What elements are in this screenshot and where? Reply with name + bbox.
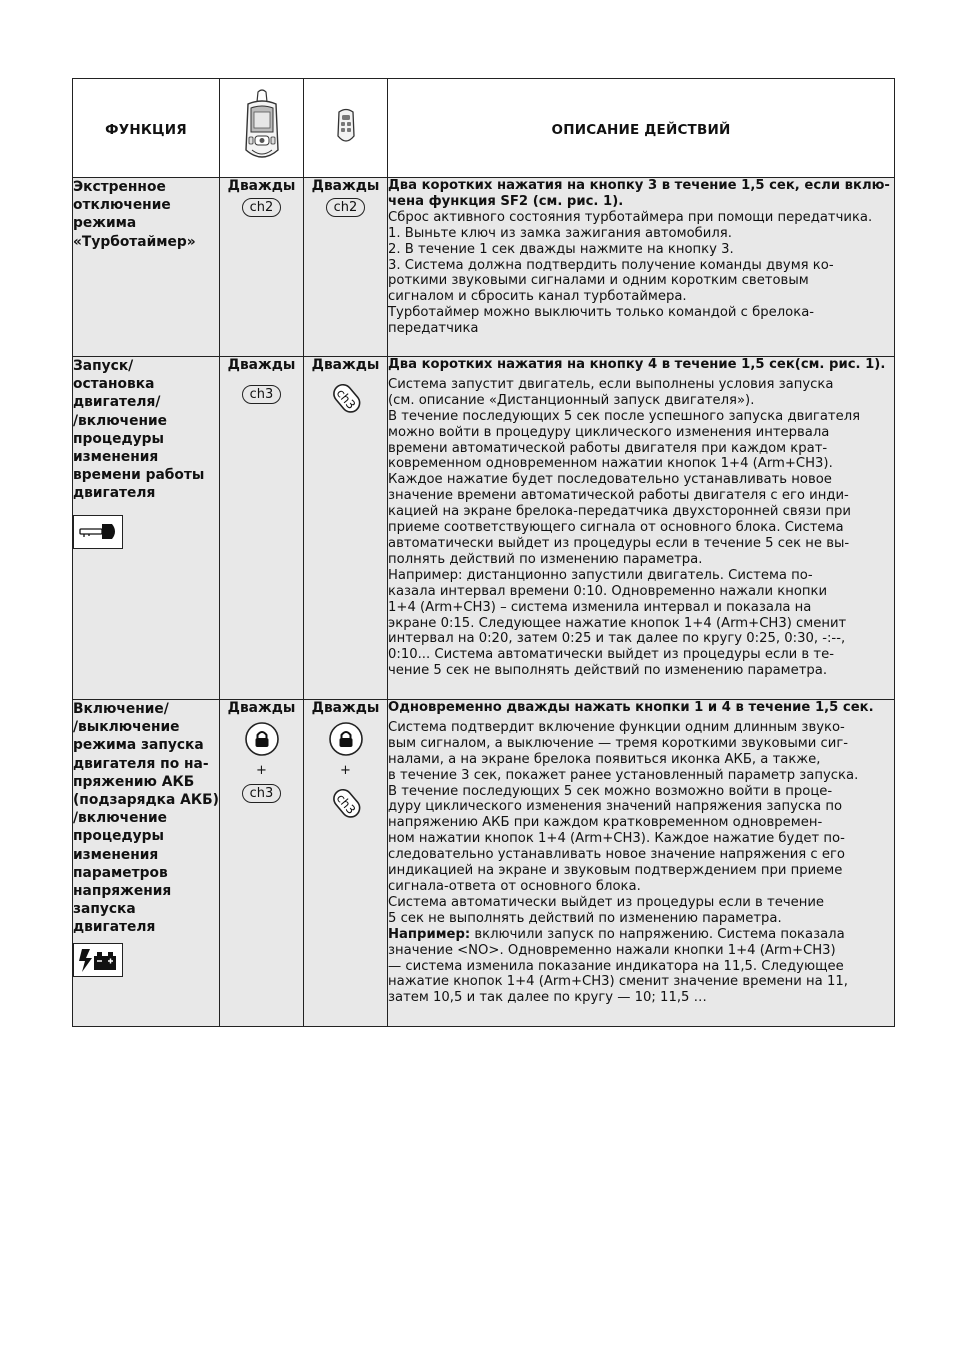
functions-table [72,78,895,1027]
remote1-action-cell [220,357,304,700]
desc-line: Сброс активного состояния турботаймера при помощи передатчика. [388,209,873,225]
function-line: двигателя [73,919,156,936]
action-label: Дважды [311,178,380,194]
function-cell [73,357,220,700]
function-line: параметров [73,864,168,881]
action-label: Дважды [311,357,380,373]
function-line: двигателя/ [73,394,161,411]
header-function-cell [73,79,220,178]
function-line: отключение [73,197,171,214]
desc-line: 2. В течение 1 сек дважды нажмите на кнопку 3. [388,241,734,257]
remote2-action-cell [304,357,388,700]
ch3-button-pill: ch3 [242,385,282,404]
desc-line: кацией на экране брелока-передатчика двухсторонней связи при [388,504,851,520]
desc-line: Система автоматически выйдет из процедуры если в течение [388,894,825,910]
function-line: /включение [73,412,168,429]
lcd-remote-icon [240,88,284,164]
plus-sign: + [256,763,267,778]
remote2-action-cell [304,178,388,357]
function-line: Экстренное [73,179,166,195]
desc-line: напряжению АКБ при каждом кратковременном одновремен- [388,815,823,831]
desc-line: сигнала-ответа от основного блока. [388,878,641,894]
action-label: Дважды [227,178,296,194]
function-line: /выключение [73,719,180,736]
description-cell [388,357,895,700]
desc-line: автоматически выйдет из процедуры если в течение 5 сек не вы- [388,535,850,551]
ch2-button-pill: ch2 [242,198,282,217]
desc-line: сигналом и сбросить канал турботаймера. [388,289,687,305]
function-line: режима [73,215,137,232]
function-line: остановка [73,376,155,393]
desc-line: передатчика [388,321,479,337]
key-fob-icon [335,106,357,146]
header-description-label: ОПИСАНИЕ ДЕЙСТВИЙ [551,121,731,138]
remote1-action-cell [220,178,304,357]
function-line: Запуск/ [73,358,134,374]
function-line: процедуры [73,828,164,845]
desc-line: 3. Система должна подтвердить получение команды двумя ко- [388,257,834,273]
function-cell [73,178,220,357]
ch3-key-label: ch3 [333,386,358,412]
function-line: запуска [73,901,136,918]
ch3-button-pill: ch3 [242,784,282,803]
header-remote2-cell [304,79,388,178]
function-line: пряжению АКБ [73,773,195,790]
header-description-cell [388,79,895,178]
action-label: Дважды [227,700,296,716]
function-line: изменения [73,846,159,863]
desc-line: Система подтвердит включение функции одним длинным звуко- [388,719,845,735]
desc-line: нажатие кнопок 1+4 (Arm+CH3) сменит значение времени на 11, [388,974,848,990]
table-header-row [73,79,895,178]
table-row [73,700,895,1027]
desc-line: (см. описание «Дистанционный запуск двигателя»). [388,392,755,408]
desc-line: чение 5 сек не выполнять действий по изменению параметра. [388,663,828,679]
desc-bold-line: Два коротких нажатия на кнопку 3 в течение 1,5 сек, если вклю- [388,178,890,193]
desc-line: 1+4 (Arm+CH3) – система изменила интервал и показала на [388,599,812,615]
desc-line: значение времени автоматической работы двигателя с его инди- [388,488,849,504]
table-row [73,357,895,700]
desc-bold-line: чена функция SF2 (см. рис. 1). [388,193,624,209]
description-cell [388,178,895,357]
function-line: двигателя по на- [73,755,209,772]
function-line: /включение [73,810,168,827]
ch3-key-icon [326,377,366,421]
desc-line: вым сигналом, а выключение — тремя короткими звуковыми сиг- [388,735,849,751]
table-row [73,178,895,357]
function-line: Включение/ [73,701,169,717]
desc-line: налами, а на экране брелока появиться иконка АКБ, а также, [388,751,821,767]
desc-line: 0:10... Система автоматически выйдет из процедуры если в те- [388,647,834,663]
desc-line: ковременном одновременном нажатии кнопок 1+4 (Arm+CH3). [388,456,833,472]
desc-line: следовательно устанавливать новое значение напряжения с его [388,847,845,863]
battery-charge-icon [73,943,123,977]
ignition-key-icon [73,515,123,549]
desc-line: можно войти в процедуру циклического изменения интервала [388,424,830,440]
desc-line: индикацией на экране и звуковым подтверждением при приеме [388,863,843,879]
desc-line: 1. Выньте ключ из замка зажигания автомобиля. [388,225,732,241]
lock-button-icon [326,720,366,758]
function-line: напряжения [73,883,172,900]
desc-line: роткими звуковыми сигналами и одним коротким световым [388,273,809,289]
example-label: Например: [388,926,471,942]
function-line: «Турботаймер» [73,233,196,250]
desc-line: Каждое нажатие будет последовательно устанавливать новое [388,472,832,488]
desc-line: Турботаймер можно выключить только командой с брелока- [388,305,815,321]
function-line: режима запуска [73,737,204,754]
desc-line: приеме соответствующего сигнала от основного блока. Система [388,520,844,536]
desc-line: в течение 3 сек, покажет ранее установленный параметр запуска. [388,767,859,783]
desc-line: ном нажатии кнопок 1+4 (Arm+CH3). Каждое нажатие будет по- [388,831,845,847]
desc-line: полнять действий по изменению параметра. [388,551,703,567]
function-line: времени работы [73,467,205,484]
desc-line: значение <NO>. Одновременно нажали кнопки 1+4 (Arm+CH3) [388,942,836,958]
header-remote1-cell [220,79,304,178]
desc-line: — система изменила показание индикатора на 11,5. Следующее [388,958,844,974]
desc-line: Система запустит двигатель, если выполнены условия запуска [388,376,834,392]
desc-line: Например: дистанционно запустили двигатель. Система по- [388,567,813,583]
action-label: Дважды [227,357,296,373]
desc-example-line [388,927,894,943]
description-cell [388,700,895,1027]
desc-bold-line: Одновременно дважды нажать кнопки 1 и 4 в течение 1,5 сек. [388,700,874,715]
example-text: включили запуск по напряжению. Система показала [470,926,845,942]
function-line: изменения [73,449,159,466]
remote1-action-cell [220,700,304,1027]
remote2-action-cell [304,700,388,1027]
desc-line: дуру циклического изменения значений напряжения запуска по [388,799,843,815]
desc-line: интервал на 0:20, затем 0:25 и так далее по кругу 0:25, 0:30, -:--, [388,631,846,647]
function-line: двигателя [73,485,156,502]
desc-line: 5 сек не выполнять действий по изменению параметра. [388,910,782,926]
desc-line: экране 0:15. Следующее нажатие кнопок 1+4 (Arm+CH3) сменит [388,615,847,631]
function-line: (подзарядка АКБ) [73,792,219,809]
desc-line: казала интервал времени 0:10. Одновременно нажали кнопки [388,583,828,599]
lock-button-icon [242,720,282,758]
plus-sign: + [340,763,351,778]
ch2-button-pill: ch2 [326,198,366,217]
desc-line: затем 10,5 и так далее по кругу — 10; 11,5 … [388,990,707,1006]
ch3-key-icon [326,782,366,826]
header-function-label: ФУНКЦИЯ [105,121,187,138]
function-cell [73,700,220,1027]
ch3-key-label: ch3 [333,791,358,817]
function-line: процедуры [73,430,164,447]
action-label: Дважды [311,700,380,716]
desc-line: В течение последующих 5 сек после успешного запуска двигателя [388,408,861,424]
desc-line: времени автоматической работы двигателя при каждом крат- [388,440,828,456]
desc-bold-line: Два коротких нажатия на кнопку 4 в течение 1,5 сек(см. рис. 1). [388,357,886,372]
desc-line: В течение последующих 5 сек можно возможно войти в проце- [388,783,833,799]
